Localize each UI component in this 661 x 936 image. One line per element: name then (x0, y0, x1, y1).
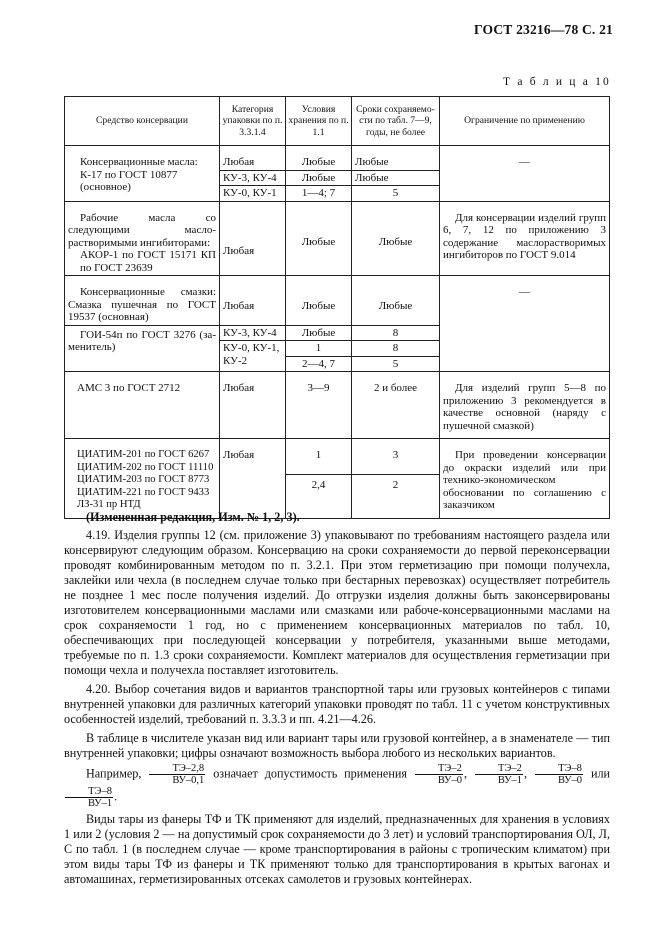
fraction: $\frac{ТЭ-8}{ВУ-1}$ (65, 786, 113, 809)
col-header-terms: Сроки сохраняемо-сти по табл. 7—9, годы, не более (352, 97, 440, 146)
cell-conditions: 3—9 (286, 372, 352, 439)
cell-agent: ГОИ-54п по ГОСТ 3276 (заменитель) (65, 325, 220, 372)
paragraph-4-19: 4.19. Изделия группы 12 (см. приложение 3) упаковывают по требованиям настоящего раздела или консервируют следующим образом. Консервацию на сроки сохраняемости до первой переконсервации проводят комбинированным методом по п. 3.2.1. При этом герметизацию при помощи получехла, заклейки или чехла (в последнем случае только при бестарных перевозках) осуществляет потребитель не позднее 1 мес после получения изделий. До отгрузки изделия должны быть законсервированы изготовителем консервационными маслами или смазками или рабоче-консервационными маслами на срок сохраняемости 1 год, но с применением консервационных материалов по табл. 10, обеспечивающих при последующей консервации у потребителя, указанными выше методами, требуемые по п. 1.3 сроки сохраняемости. Комплект материалов для осуществления герметизации при помощи чехла и получехла поставляет изготовитель. (64, 528, 610, 677)
fraction: $\frac{ТЭ-2}{ВУ-0}$ (415, 763, 463, 786)
cell-conditions: Любые (286, 201, 352, 276)
agent-text: Рабочие масла со следующими маслорастворимыми ингибиторами: (68, 211, 216, 249)
cell-agent: Консервационные смазки: Смазка пушечная по ГОСТ 19537 (основная) (65, 276, 220, 326)
agent-text: ЦИАТИМ-203 по ГОСТ 8773 (77, 474, 210, 485)
cell-conditions: Любые (286, 146, 352, 171)
preservation-table (64, 96, 610, 519)
table-caption: Т а б л и ц а 10 (503, 76, 611, 88)
paragraph-4-20: 4.20. Выбор сочетания видов и вариантов транспортной тары или грузовых контейнеров с типами внутренней упаковки для различных категорий упаковки проводят по табл. 11 с учетом конструктивных особенностей изделий, требований п. 3.3.3 и пп. 4.21—4.26. (64, 682, 610, 726)
cell-agent: АМС 3 по ГОСТ 2712 (65, 372, 220, 439)
col-header-limits: Ограничение по применению (440, 97, 610, 146)
col-header-category: Категория упаковки по п. 3.3.1.4 (220, 97, 286, 146)
cell-terms: 2 и более (352, 372, 440, 439)
body-text (64, 510, 610, 887)
example-or: или (590, 766, 611, 781)
page-header: ГОСТ 23216—78 С. 21 (474, 22, 613, 37)
table-row (65, 201, 610, 276)
cell-category: КУ-3, КУ-4 (220, 325, 286, 341)
table-header-row (65, 97, 610, 146)
paragraph-last: Виды тары из фанеры ТФ и ТК применяют для изделий, предназначенных для хранения в условиях 1 или 2 (условия 2 — на допустимый срок сохраняемости до 3 лет) и условий транспортирования ОЛ, Л, С по табл. 1 (в последнем случае — кроме транспортирования в районы с тропическим климатом) при этом виды тары ТФ из фанеры и ТК применяют только для транспортирования в крытых вагонах и автомашинах, герметизированных отсеках самолетов и грузовых контейнерах. (64, 812, 610, 886)
cell-conditions: 1 (286, 439, 352, 475)
cell-agent (65, 201, 220, 276)
agent-text: ЦИАТИМ-221 по ГОСТ 9433 (77, 486, 210, 498)
cell-terms: Любые (352, 146, 440, 171)
cell-terms: 8 (352, 325, 440, 341)
fraction: $\frac{ТЭ-8}{ВУ-0}$ (535, 763, 583, 786)
edition-note: (Измененная редакция, Изм. № 1, 2, 3). (86, 510, 300, 524)
example-prefix: Например, (86, 766, 142, 781)
fraction: $\frac{ТЭ-2,8}{ВУ-0,1}$ (149, 763, 205, 786)
table-row (65, 372, 610, 439)
cell-conditions: Любые (286, 170, 352, 186)
cell-category: Любая (220, 276, 286, 326)
cell-terms: Любые (352, 170, 440, 186)
agent-text: ЦИАТИМ-202 по ГОСТ 11110 (77, 461, 214, 473)
cell-category: Любая (220, 146, 286, 171)
example-line: Например, $\frac{ТЭ-2,8}{ВУ-0,1}$ означает допустимость применения $\frac{ТЭ-2}{ВУ-0}$ , $\frac{ТЭ-2}{ВУ-1}$ , $\frac{ТЭ-8}{ВУ-0}$ или $\frac{ТЭ-8}{ВУ-1}$ . (64, 763, 610, 809)
cell-terms: 5 (352, 356, 440, 372)
cell-terms: 2 (352, 475, 440, 519)
cell-terms: 5 (352, 186, 440, 202)
cell-conditions: 2,4 (286, 475, 352, 519)
cell-conditions: 1—4; 7 (286, 186, 352, 202)
cell-category: КУ-0, КУ-1 (220, 186, 286, 202)
cell-category: КУ-3, КУ-4 (220, 170, 286, 186)
cell-limits: Для консервации изделий групп 6, 7, 12 по приложению 3 содержание маслорастворимых ингибиторов по ГОСТ 9.014 (440, 201, 610, 276)
table-row (65, 276, 610, 326)
cell-limits: — (440, 146, 610, 202)
table-row (65, 439, 610, 475)
cell-category: Любая (220, 372, 286, 439)
cell-agent (65, 439, 220, 519)
agent-text: ЛЗ-31 пр НТД (77, 499, 141, 510)
cell-limits: Для изделий групп 5—8 по приложению 3 рекомендуется в качестве основной (наряду с пушечной смазкой) (440, 372, 610, 439)
cell-conditions: 1 (286, 341, 352, 357)
cell-category: Любая (220, 439, 286, 519)
cell-limits: При проведении консервации до окраски изделий или при технико-экономическом обосновании по соглашению с заказчиком (440, 439, 610, 519)
cell-terms: Любые (352, 276, 440, 326)
cell-category: КУ-0, КУ-1, КУ-2 (220, 341, 286, 372)
cell-limits: — (440, 276, 610, 372)
cell-terms: 8 (352, 341, 440, 357)
col-header-agent: Средство консервации (65, 97, 220, 146)
agent-text: ЦИАТИМ-201 по ГОСТ 6267 (77, 449, 210, 460)
cell-category: Любая (220, 201, 286, 276)
cell-terms: Любые (352, 201, 440, 276)
cell-conditions: Любые (286, 276, 352, 326)
agent-text: АКОР-1 по ГОСТ 15171 КП по ГОСТ 23639 (80, 249, 216, 274)
table-row (65, 146, 610, 171)
example-middle: означает допустимость применения (213, 766, 407, 781)
cell-terms: 3 (352, 439, 440, 475)
paragraph-table-note: В таблице в числителе указан вид или вариант тары или грузовой контейнер, а в знаменателе — тип внутренней упаковки; цифры означают возможность выбора любого из нескольких вариантов. (64, 731, 610, 760)
cell-conditions: 2—4, 7 (286, 356, 352, 372)
fraction: $\frac{ТЭ-2}{ВУ-1}$ (475, 763, 523, 786)
col-header-conditions: Условия хранения по п. 1.1 (286, 97, 352, 146)
cell-agent: Консервационные масла: К-17 по ГОСТ 10877 (основное) (65, 146, 220, 202)
cell-conditions: Любые (286, 325, 352, 341)
